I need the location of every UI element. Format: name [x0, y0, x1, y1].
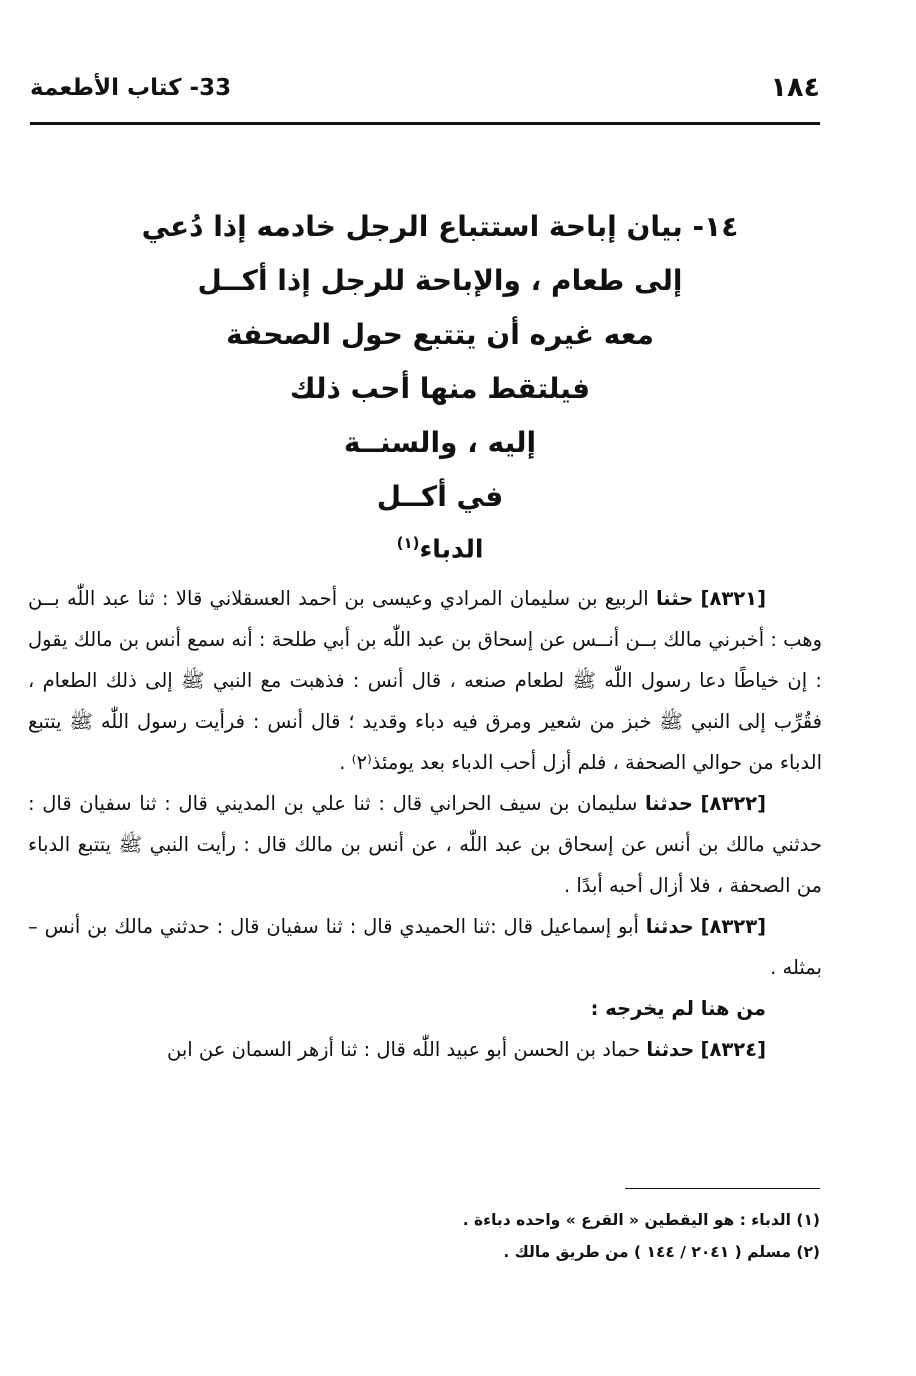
- heading-last-word: الدباء: [419, 534, 484, 564]
- hadith-number: [٨٣٢٤]: [700, 1038, 766, 1061]
- heading-line: معه غيره أن يتتبع حول الصحفة: [226, 318, 654, 351]
- footnotes: [100, 1204, 820, 1268]
- hadith-body: [28, 578, 822, 1070]
- footnote: (١) الدباء : هو اليقطين « القرع » واحده دباءة .: [462, 1211, 820, 1229]
- hadith-lead: حثنا: [655, 587, 694, 610]
- chapter-title: 33- كتاب الأطعمة: [30, 75, 232, 101]
- hadith-paragraph: [28, 783, 822, 906]
- footnote-divider: [625, 1188, 820, 1189]
- heading-line: ١٤- بيان إباحة استتباع الرجل خادمه إذا دُعي: [141, 210, 739, 243]
- section-note-text: من هنا لم يخرجه :: [590, 997, 766, 1020]
- hadith-paragraph: [28, 1029, 822, 1070]
- section-note: [28, 988, 822, 1029]
- hadith-paragraph: [28, 578, 822, 783]
- header-divider: [30, 122, 820, 125]
- heading-line: فيلتقط منها أحب ذلك: [289, 372, 591, 405]
- hadith-number: [٨٣٢١]: [700, 587, 766, 610]
- hadith-number: [٨٣٢٢]: [700, 792, 766, 815]
- hadith-text: الربيع بن سليمان المرادي وعيسى بن أحمد العسقلاني قالا : ثنا عبد اللّٰه بــن وهب : أخبرني مالك بــن أنــس عن إسحاق بن عبد اللّٰه بن أبي طلحة : أنه سمع أنس بن مالك يقول : إن خياطًا دعا رسول اللّٰه ﷺ لطعام صنعه ، قال أنس : فذهبت مع النبي ﷺ إلى ذلك الطعام ، فقُرِّب إلى النبي ﷺ خبز من شعير ومرق فيه دباء وقديد ؛ قال أنس : فرأيت رسول اللّٰه ﷺ يتتبع الدباء من حوالي الصحفة ، فلم أزل أحب الدباء بعد يومئذ⁽٢⁾ .: [28, 587, 822, 774]
- footnote-marker: (١): [396, 534, 420, 552]
- running-head: [30, 68, 820, 108]
- section-heading: [120, 200, 760, 562]
- hadith-text: أبو إسماعيل قال :ثنا الحميدي قال : ثنا سفيان قال : حدثني مالك بن أنس – بمثله .: [28, 915, 822, 979]
- heading-line: في أكــل: [376, 480, 504, 513]
- hadith-text: سليمان بن سيف الحراني قال : ثنا علي بن المديني قال : ثنا سفيان قال : حدثني مالك بن أنس عن إسحاق بن عبد اللّٰه ، عن أنس بن مالك قال : رأيت النبي ﷺ يتتبع الدباء من الصحفة ، فلا أزال أحبه أبدًا .: [28, 792, 822, 897]
- hadith-text: حماد بن الحسن أبو عبيد اللّٰه قال : ثنا أزهر السمان عن ابن: [167, 1038, 641, 1061]
- hadith-lead: حدثنا: [646, 1038, 695, 1061]
- footnote: (٢) مسلم ( ٢٠٤١ / ١٤٤ ) من طريق مالك .: [503, 1243, 820, 1261]
- page-number: ١٨٤: [770, 72, 820, 103]
- heading-line: إلى طعام ، والإباحة للرجل إذا أكــل: [197, 264, 683, 297]
- hadith-lead: حدثنا: [644, 792, 693, 815]
- heading-line: إليه ، والسنــة: [343, 426, 537, 459]
- hadith-paragraph: [28, 906, 822, 988]
- heading-line: [120, 524, 760, 562]
- hadith-number: [٨٣٢٣]: [700, 915, 767, 938]
- hadith-lead: حدثنا: [645, 915, 694, 938]
